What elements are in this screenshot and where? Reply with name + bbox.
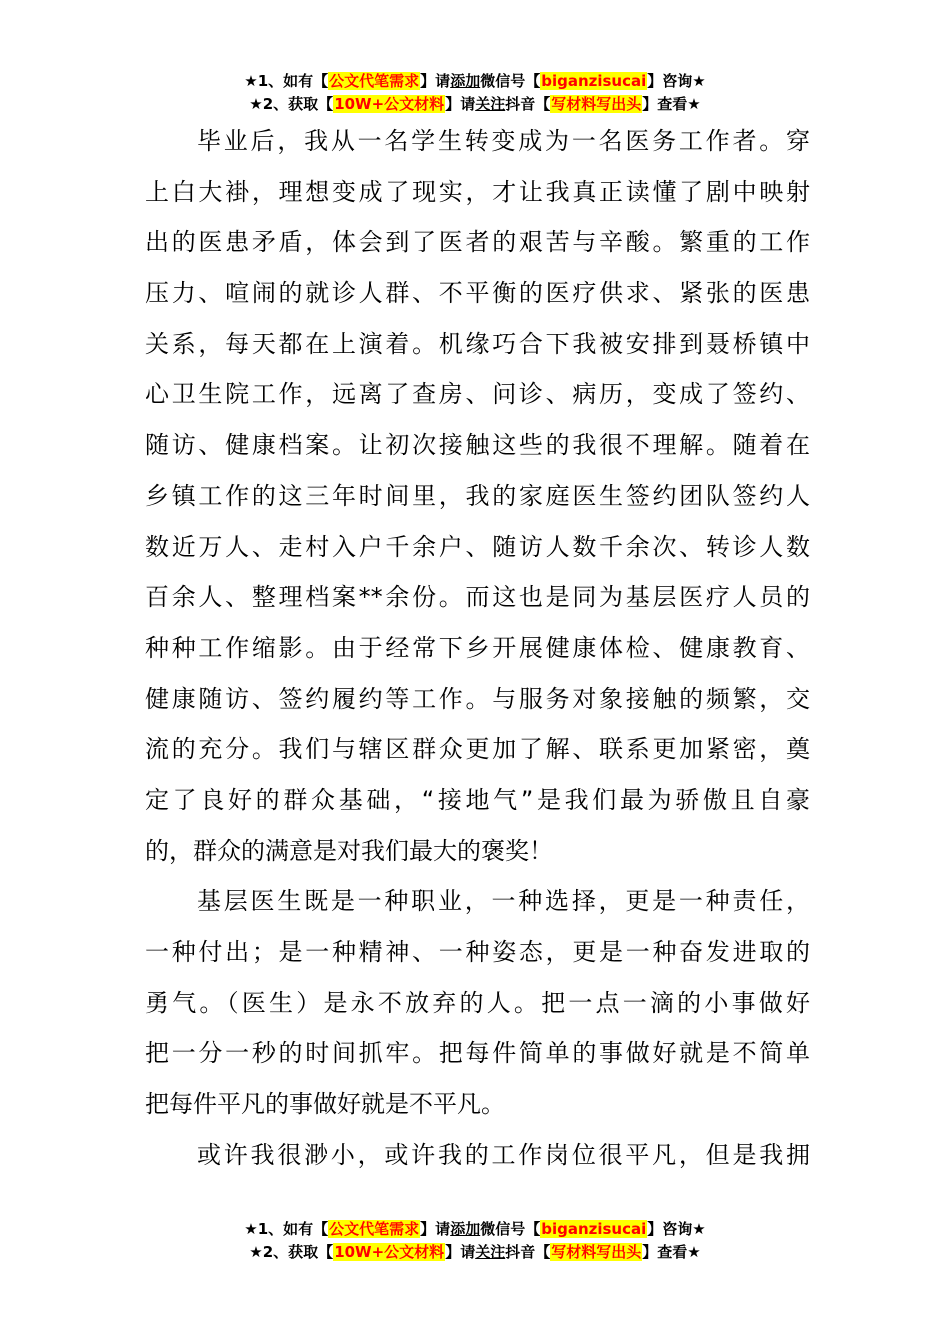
highlight-ghostwriting-request: 公文代笔需求	[329, 1220, 420, 1238]
body-line: 种种工作缩影。由于经常下乡开展健康体检、健康教育、	[145, 633, 810, 662]
highlight-douyin-account: 写材料写出头	[551, 95, 642, 113]
body-line: 出的医患矛盾，体会到了医者的艰苦与辛酸。繁重的工作	[145, 228, 810, 257]
body-line: 百余人、整理档案**余份。而这也是同为基层医疗人员的	[145, 583, 810, 612]
footer-banner	[0, 1218, 950, 1264]
header-banner-line-1: ★1、如有【公文代笔需求】请添加微信号【biganzisucai】咨询★	[244, 72, 706, 90]
body-line: 或许我很渺小，或许我的工作岗位很平凡，但是我拥	[197, 1140, 810, 1169]
body-line: 流的充分。我们与辖区群众更加了解、联系更加紧密，奠	[145, 735, 810, 764]
body-line: 健康随访、签约履约等工作。与服务对象接触的频繁，交	[145, 684, 810, 713]
body-line: 压力、喧闹的就诊人群、不平衡的医疗供求、紧张的医患	[145, 279, 810, 308]
body-line: 心卫生院工作，远离了查房、问诊、病历，变成了签约、	[145, 380, 810, 409]
body-line: 的，群众的满意是对我们最大的褒奖！	[145, 836, 553, 865]
body-line: 把每件平凡的事做好就是不平凡。	[145, 1090, 505, 1119]
footer-banner-line-1: ★1、如有【公文代笔需求】请添加微信号【biganzisucai】咨询★	[244, 1220, 706, 1238]
document-body	[145, 116, 810, 1180]
highlight-materials: 10W+公文材料	[334, 1243, 445, 1261]
highlight-douyin-account: 写材料写出头	[551, 1243, 642, 1261]
body-line: 乡镇工作的这三年时间里，我的家庭医生签约团队签约人	[145, 481, 810, 510]
body-line: 勇气。（医生）是永不放弃的人。把一点一滴的小事做好	[145, 988, 810, 1017]
highlight-wechat-id: biganzisucai	[541, 1220, 647, 1238]
body-line: 毕业后，我从一名学生转变成为一名医务工作者。穿	[197, 127, 810, 155]
body-line: 数近万人、走村入户千余户、随访人数千余次、转诊人数	[145, 532, 810, 561]
body-line: 关系，每天都在上演着。机缘巧合下我被安排到聂桥镇中	[145, 329, 810, 358]
body-line: 一种付出；是一种精神、一种姿态，更是一种奋发进取的	[145, 938, 810, 966]
body-line: 定了良好的群众基础，“接地气”是我们最为骄傲且自豪	[145, 785, 810, 814]
highlight-materials: 10W+公文材料	[334, 95, 445, 113]
header-banner-line-2: ★2、获取【10W+公文材料】请关注抖音【写材料写出头】查看★	[249, 95, 701, 113]
highlight-wechat-id: biganzisucai	[541, 72, 647, 90]
footer-banner-line-2: ★2、获取【10W+公文材料】请关注抖音【写材料写出头】查看★	[249, 1243, 701, 1261]
header-banner	[0, 70, 950, 116]
highlight-ghostwriting-request: 公文代笔需求	[329, 72, 420, 90]
body-line: 基层医生既是一种职业，一种选择，更是一种责任，	[197, 887, 810, 916]
body-line: 上白大褂，理想变成了现实，才让我真正读懂了剧中映射	[145, 177, 810, 206]
body-line: 把一分一秒的时间抓牢。把每件简单的事做好就是不简单	[145, 1039, 810, 1068]
body-line: 随访、健康档案。让初次接触这些的我很不理解。随着在	[145, 431, 810, 460]
